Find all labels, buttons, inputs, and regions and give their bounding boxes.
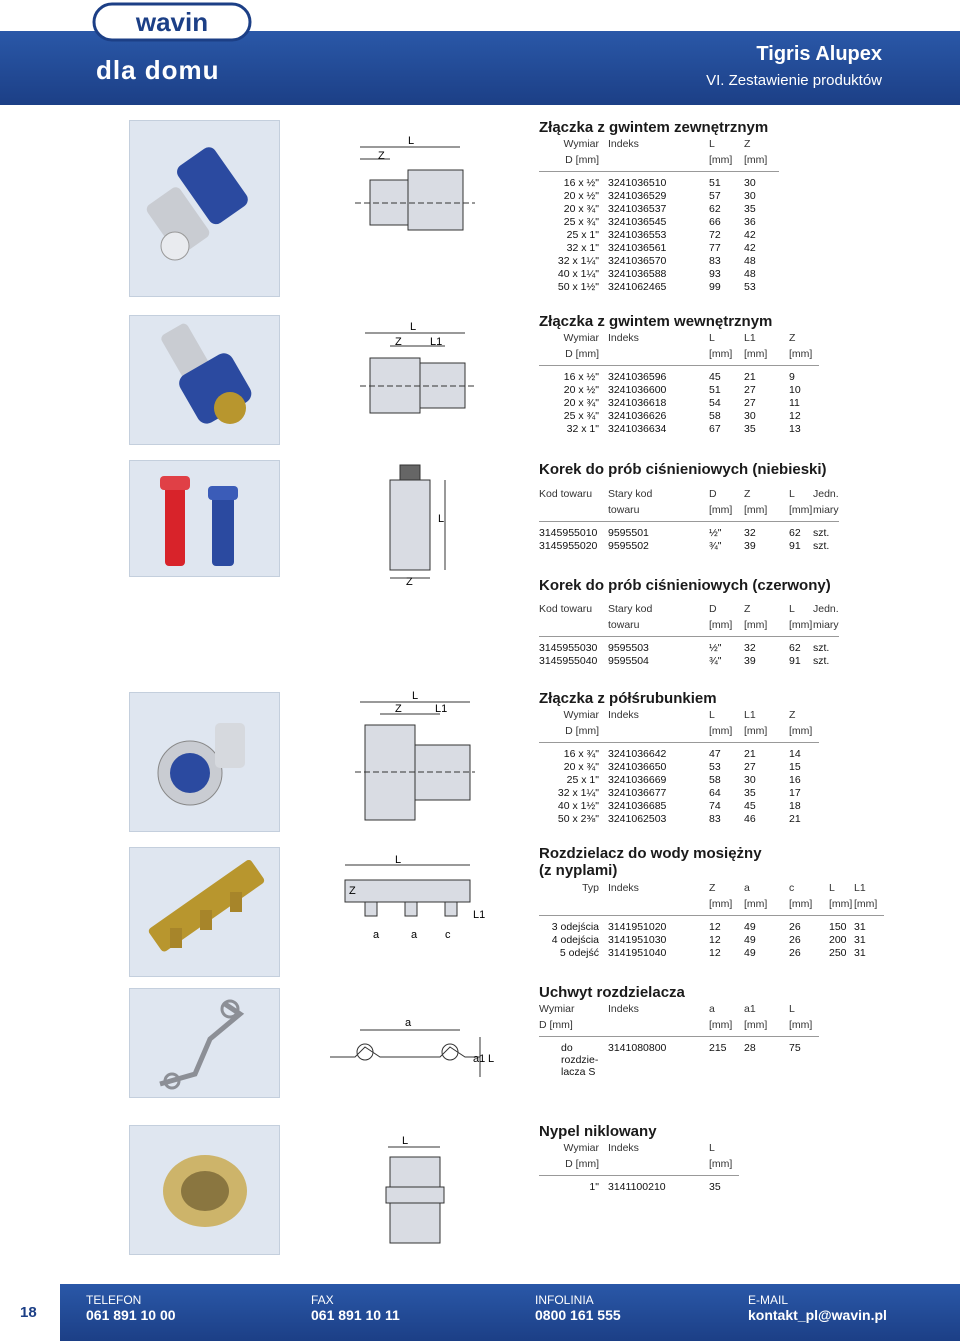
table-row-cell: 30 [744, 774, 756, 786]
table-header-cell: a1 [744, 1003, 756, 1015]
footer-fax-value: 061 891 10 11 [311, 1307, 400, 1323]
table-row-cell: 9 [789, 371, 795, 383]
table-row-cell: 30 [744, 410, 756, 422]
table-row-cell: 32 [744, 642, 756, 654]
product-table-test-plug-red [539, 603, 839, 698]
table-row-cell: 3241036626 [608, 410, 667, 422]
table-row-label: lacza S [561, 1066, 596, 1078]
table-rule [539, 915, 884, 916]
table-header-cell: L [789, 488, 795, 500]
table-header-cell: L [709, 332, 715, 344]
product-photo-nickel-nipple [129, 1125, 280, 1255]
table-header-cell: c [789, 882, 795, 894]
table-row-cell: 36 [744, 216, 756, 228]
dim-label-L: L [488, 1053, 495, 1065]
table-row-cell: 27 [744, 384, 756, 396]
table-row-cell: 31 [854, 947, 866, 959]
table-header-units-cell: [mm] [744, 898, 768, 910]
wavin-logo [92, 2, 252, 42]
table-row-cell: 3145955030 [539, 642, 598, 654]
table-header-cell: Z [744, 488, 751, 500]
table-header-cell: L1 [854, 882, 866, 894]
table-row-cell: 16 x ½" [563, 371, 599, 383]
table-header-units-cell: D [mm] [539, 1019, 573, 1031]
table-row-cell: 17 [789, 787, 801, 799]
table-row-cell: 150 [829, 921, 847, 933]
table-row-cell: 27 [744, 761, 756, 773]
table-row-cell: 3241062503 [608, 813, 667, 825]
table-row-cell: 3145955020 [539, 540, 598, 552]
table-row-cell: 83 [709, 813, 721, 825]
table-row-cell: 51 [709, 177, 721, 189]
product-photo-female-thread-coupling [129, 315, 280, 445]
table-header-cell: L [789, 1003, 795, 1015]
table-header-cell: L [829, 882, 835, 894]
table-header-units-cell: [mm] [709, 348, 733, 360]
footer-phone-value[interactable]: 061 891 10 00 [86, 1307, 176, 1323]
table-header-units-cell: D [mm] [565, 348, 599, 360]
table-row-cell: 57 [709, 190, 721, 202]
table-row-cell: 25 x ¾" [563, 216, 599, 228]
table-row-cell: 15 [789, 761, 801, 773]
product-table-nipple [539, 1142, 739, 1224]
table-row-cell: ½" [709, 527, 722, 539]
table-row-cell: 26 [789, 921, 801, 933]
table-header-cell: Indeks [608, 709, 639, 721]
dim-label-Z: Z [349, 885, 356, 897]
table-row-cell: 3141080800 [608, 1042, 667, 1054]
table-header-units-cell: D [mm] [565, 1158, 599, 1170]
table-row-cell: 50 x 1½" [557, 281, 599, 293]
table-row-cell: szt. [813, 540, 830, 552]
table-header-units-cell: miary [813, 619, 839, 631]
technical-drawing-female-thread-coupling [355, 318, 480, 428]
table-header-cell: Wymiar [563, 709, 599, 721]
table-row-cell: 3141951020 [608, 921, 667, 933]
section-title: Korek do prób ciśnieniowych (niebieski) [539, 461, 827, 478]
table-row-cell: 32 x 1" [566, 423, 599, 435]
table-header-units-cell: [mm] [709, 504, 733, 516]
table-row-cell: 75 [789, 1042, 801, 1054]
table-header-units-cell: [mm] [854, 898, 878, 910]
table-header-cell: Z [744, 603, 751, 615]
table-row-cell: 215 [709, 1042, 727, 1054]
table-row-cell: 48 [744, 255, 756, 267]
table-header-units-cell: [mm] [789, 504, 813, 516]
table-row-cell: 3241036545 [608, 216, 667, 228]
section-title-line2: (z nyplami) [539, 862, 618, 879]
table-row-cell: 42 [744, 242, 756, 254]
table-row-cell: 16 [789, 774, 801, 786]
table-row-cell: 3241036561 [608, 242, 667, 254]
technical-drawing-male-thread-coupling [350, 135, 480, 240]
section-title: Złączka z półśrubunkiem [539, 690, 717, 707]
table-row-cell: 3 odejścia [551, 921, 599, 933]
section-title: Złączka z gwintem wewnętrznym [539, 313, 773, 330]
table-row-cell: 48 [744, 268, 756, 280]
table-row-cell: 54 [709, 397, 721, 409]
dim-label-L: L [408, 135, 415, 147]
table-row-cell: 31 [854, 921, 866, 933]
dim-label-L: L [395, 854, 402, 866]
dim-label-a: a [373, 929, 380, 941]
table-row-cell: 9595501 [608, 527, 649, 539]
table-row-cell: 4 odejścia [551, 934, 599, 946]
table-row-cell: 16 x ¾" [563, 748, 599, 760]
footer-hotline-label: INFOLINIA [535, 1293, 594, 1307]
table-header-units-cell: [mm] [829, 898, 853, 910]
table-row-cell: 3241036553 [608, 229, 667, 241]
table-row-cell: 3145955010 [539, 527, 598, 539]
table-header-cell: Stary kod [608, 488, 653, 500]
table-row-cell: 250 [829, 947, 847, 959]
table-header-units-cell: miary [813, 504, 839, 516]
table-row-cell: 3241036677 [608, 787, 667, 799]
table-header-cell: Indeks [608, 138, 639, 150]
table-row-cell: 3241036642 [608, 748, 667, 760]
table-row-cell: 64 [709, 787, 721, 799]
table-row-cell: 53 [709, 761, 721, 773]
table-row-cell: 18 [789, 800, 801, 812]
table-row-cell: 30 [744, 190, 756, 202]
table-row-cell: 3241036529 [608, 190, 667, 202]
table-row-cell: 25 x ¾" [563, 410, 599, 422]
table-row-cell: 99 [709, 281, 721, 293]
section-title: Rozdzielacz do wody mosiężny [539, 845, 762, 862]
product-table-half-union [539, 709, 819, 856]
table-header-cell: Wymiar [563, 1142, 599, 1154]
table-row-cell: 67 [709, 423, 721, 435]
table-row-cell: 3241036570 [608, 255, 667, 267]
table-row-cell: 35 [744, 203, 756, 215]
section-title: Złączka z gwintem zewnętrznym [539, 119, 769, 136]
table-row-cell: 3241036600 [608, 384, 667, 396]
product-table-test-plug-blue [539, 488, 839, 583]
table-header-cell: Indeks [608, 1142, 639, 1154]
table-header-cell: L [709, 709, 715, 721]
table-row-cell: 40 x 1½" [557, 800, 599, 812]
table-row-cell: 12 [709, 921, 721, 933]
table-row-cell: 46 [744, 813, 756, 825]
table-header-cell: Z [744, 138, 751, 150]
table-row-cell: 21 [789, 813, 801, 825]
table-header-units-cell: D [mm] [565, 725, 599, 737]
table-row-cell: 3141951040 [608, 947, 667, 959]
table-header-cell: Z [789, 332, 796, 344]
table-row-cell: 3145955040 [539, 655, 598, 667]
table-row-cell: 93 [709, 268, 721, 280]
table-rule [539, 171, 779, 172]
table-header-cell: Indeks [608, 1003, 639, 1015]
table-header-units-cell: [mm] [744, 619, 768, 631]
product-photo-brass-manifold [129, 847, 280, 977]
table-header-cell: Stary kod [608, 603, 653, 615]
table-row-cell: ¾" [709, 655, 722, 667]
table-header-cell: L [789, 603, 795, 615]
table-row-cell: 74 [709, 800, 721, 812]
table-row-cell: 28 [744, 1042, 756, 1054]
table-row-cell: 12 [789, 410, 801, 422]
table-row-cell: 53 [744, 281, 756, 293]
table-header-cell: Wymiar [563, 332, 599, 344]
technical-drawing-test-plug [370, 460, 460, 585]
table-header-cell: Z [789, 709, 796, 721]
table-row-cell: 50 x 2⅜" [557, 813, 599, 825]
table-row-cell: 49 [744, 921, 756, 933]
table-row-cell: 10 [789, 384, 801, 396]
table-header-units-cell: D [mm] [565, 154, 599, 166]
table-row-cell: 26 [789, 947, 801, 959]
table-row-cell: 35 [744, 787, 756, 799]
table-row-cell: 77 [709, 242, 721, 254]
table-row-cell: 49 [744, 947, 756, 959]
table-row-cell: 3241062465 [608, 281, 667, 293]
table-row-cell: 35 [744, 423, 756, 435]
dim-label-Z: Z [378, 150, 385, 162]
table-row-cell: 39 [744, 655, 756, 667]
footer-fax-label: FAX [311, 1293, 334, 1307]
footer-email-label: E-MAIL [748, 1293, 789, 1307]
table-row-cell: 32 [744, 527, 756, 539]
table-row-cell: 3241036685 [608, 800, 667, 812]
dim-label-L: L [412, 690, 419, 702]
table-row-cell: 3241036588 [608, 268, 667, 280]
table-header-cell: Wymiar [563, 138, 599, 150]
product-table-female-thread-coupling [539, 332, 819, 466]
technical-drawing-bracket [320, 1012, 500, 1092]
page-subtitle: VI. Zestawienie produktów [706, 72, 882, 89]
table-row-cell: 62 [789, 642, 801, 654]
dim-label-L: L [402, 1135, 409, 1147]
table-row-cell: szt. [813, 655, 830, 667]
table-header-units-cell: [mm] [709, 619, 733, 631]
dim-label-c: c [445, 929, 451, 941]
table-row-cell: 47 [709, 748, 721, 760]
table-row-cell: 3141951030 [608, 934, 667, 946]
table-row-cell: 62 [789, 527, 801, 539]
product-photo-half-union-coupling [129, 692, 280, 832]
table-header-cell: Z [709, 882, 716, 894]
table-header-cell: Kod towaru [539, 603, 593, 615]
table-row-cell: 40 x 1¼" [557, 268, 599, 280]
table-row-cell: 45 [709, 371, 721, 383]
table-row-cell: 20 x ½" [563, 190, 599, 202]
table-header-cell: D [709, 488, 717, 500]
table-header-cell: Kod towaru [539, 488, 593, 500]
table-header-units-cell: [mm] [789, 898, 813, 910]
table-row-cell: 42 [744, 229, 756, 241]
page-title: Tigris Alupex [756, 43, 882, 65]
technical-drawing-half-union [350, 690, 480, 830]
product-photo-male-thread-coupling [129, 120, 280, 297]
dim-label-a1: a1 [473, 1053, 486, 1065]
table-row-cell: 3241036510 [608, 177, 667, 189]
table-row-cell: 9595504 [608, 655, 649, 667]
table-row-cell: ¾" [709, 540, 722, 552]
table-header-cell: L [709, 138, 715, 150]
dim-label-L1: L1 [473, 909, 485, 921]
dim-label-L: L [438, 513, 445, 525]
table-row-cell: 12 [709, 947, 721, 959]
table-row-cell: 27 [744, 397, 756, 409]
table-row-cell: 32 x 1¼" [557, 255, 599, 267]
table-header-units-cell: [mm] [744, 154, 768, 166]
table-header-cell: L [709, 1142, 715, 1154]
table-row-cell: 45 [744, 800, 756, 812]
table-row-cell: 3241036596 [608, 371, 667, 383]
table-row-label: do [561, 1042, 573, 1054]
table-row-cell: 72 [709, 229, 721, 241]
table-row-cell: 30 [744, 177, 756, 189]
section-title: Uchwyt rozdzielacza [539, 984, 685, 1001]
dim-label-a: a [411, 929, 418, 941]
table-rule [539, 1175, 739, 1176]
table-row-cell: 35 [709, 1181, 721, 1193]
table-header-cell: Jedn. [813, 488, 839, 500]
table-header-units-cell: [mm] [789, 725, 813, 737]
table-row-cell: 31 [854, 934, 866, 946]
footer-email-value[interactable]: kontakt_pl@wavin.pl [748, 1307, 887, 1323]
table-row-cell: 3241036618 [608, 397, 667, 409]
dim-label-L1: L1 [430, 336, 443, 348]
table-row-cell: 58 [709, 774, 721, 786]
dim-label-a: a [405, 1017, 412, 1029]
table-row-cell: 9595502 [608, 540, 649, 552]
table-rule [539, 1036, 819, 1037]
table-row-cell: 49 [744, 934, 756, 946]
table-row-cell: 32 x 1¼" [557, 787, 599, 799]
table-row-cell: 200 [829, 934, 847, 946]
dim-label-Z: Z [406, 576, 413, 585]
table-row-cell: 51 [709, 384, 721, 396]
table-row-cell: 9595503 [608, 642, 649, 654]
table-rule [539, 742, 819, 743]
table-row-cell: 26 [789, 934, 801, 946]
table-header-units-cell: [mm] [709, 898, 733, 910]
technical-drawing-manifold [335, 850, 485, 942]
table-header-cell: Indeks [608, 332, 639, 344]
product-table-male-thread-coupling [539, 138, 779, 324]
product-photo-manifold-bracket [129, 988, 280, 1098]
table-row-cell: 21 [744, 371, 756, 383]
footer-phone-label: TELEFON [86, 1293, 142, 1307]
table-header-cell: D [709, 603, 717, 615]
table-header-units-cell: [mm] [744, 504, 768, 516]
table-row-cell: 16 x ½" [563, 177, 599, 189]
table-header-cell: Wymiar [539, 1003, 575, 1015]
table-row-cell: 12 [709, 934, 721, 946]
dim-label-L1: L1 [435, 703, 448, 715]
product-photo-test-plugs [129, 460, 280, 577]
section-title: Korek do prób ciśnieniowych (czerwony) [539, 577, 831, 594]
brand-subtitle: dla domu [96, 55, 220, 85]
table-row-cell: 3241036669 [608, 774, 667, 786]
table-row-cell: 14 [789, 748, 801, 760]
table-row-cell: 3241036537 [608, 203, 667, 215]
table-header-cell: L1 [744, 709, 756, 721]
table-header-cell: a [709, 1003, 715, 1015]
table-header-units-cell: [mm] [744, 1019, 768, 1031]
table-row-cell: 83 [709, 255, 721, 267]
table-header-cell: Jedn. [813, 603, 839, 615]
table-row-cell: 20 x ¾" [563, 397, 599, 409]
product-table-manifold [539, 882, 884, 990]
dim-label-L: L [410, 321, 417, 333]
table-row-cell: 3141100210 [608, 1181, 666, 1193]
table-header-cell: Indeks [608, 882, 639, 894]
table-header-cell: L1 [744, 332, 756, 344]
table-header-units-cell: [mm] [789, 348, 813, 360]
table-row-cell: szt. [813, 642, 830, 654]
table-row-cell: 25 x 1" [566, 774, 599, 786]
table-row-cell: 32 x 1" [566, 242, 599, 254]
table-row-cell: 66 [709, 216, 721, 228]
table-row-cell: 58 [709, 410, 721, 422]
table-row-cell: 25 x 1" [566, 229, 599, 241]
table-row-cell: 20 x ¾" [563, 203, 599, 215]
page-number: 18 [20, 1304, 37, 1321]
table-row-cell: 1" [589, 1181, 599, 1193]
table-header-units-cell: [mm] [744, 348, 768, 360]
table-row-cell: 11 [789, 397, 800, 409]
table-header-units-cell: towaru [608, 619, 640, 631]
table-rule [539, 521, 839, 522]
table-row-cell: 3241036634 [608, 423, 667, 435]
table-header-units-cell: [mm] [709, 1158, 733, 1170]
table-row-cell: 5 odejść [559, 947, 599, 959]
logo-text: wavin [135, 7, 209, 37]
table-header-units-cell: [mm] [789, 619, 813, 631]
table-row-cell: 3241036650 [608, 761, 667, 773]
table-header-cell: a [744, 882, 750, 894]
table-header-cell: Typ [582, 882, 599, 894]
table-rule [539, 365, 819, 366]
table-header-units-cell: [mm] [709, 1019, 733, 1031]
table-row-cell: 20 x ¾" [563, 761, 599, 773]
table-rule [539, 636, 839, 637]
table-row-cell: szt. [813, 527, 830, 539]
dim-label-Z: Z [395, 703, 402, 715]
table-header-units-cell: [mm] [789, 1019, 813, 1031]
table-header-units-cell: [mm] [744, 725, 768, 737]
dim-label-Z: Z [395, 336, 402, 348]
product-table-bracket [539, 1003, 819, 1085]
table-row-label: rozdzie- [561, 1054, 599, 1066]
table-row-cell: 39 [744, 540, 756, 552]
table-row-cell: 62 [709, 203, 721, 215]
table-row-cell: 20 x ½" [563, 384, 599, 396]
table-header-units-cell: towaru [608, 504, 640, 516]
table-row-cell: 91 [789, 655, 801, 667]
footer-hotline-value[interactable]: 0800 161 555 [535, 1307, 621, 1323]
table-header-units-cell: [mm] [709, 725, 733, 737]
table-row-cell: 13 [789, 423, 801, 435]
table-row-cell: ½" [709, 642, 722, 654]
table-row-cell: 91 [789, 540, 801, 552]
table-header-units-cell: [mm] [709, 154, 733, 166]
table-row-cell: 21 [744, 748, 756, 760]
section-title: Nypel niklowany [539, 1123, 657, 1140]
technical-drawing-nipple [380, 1135, 450, 1255]
